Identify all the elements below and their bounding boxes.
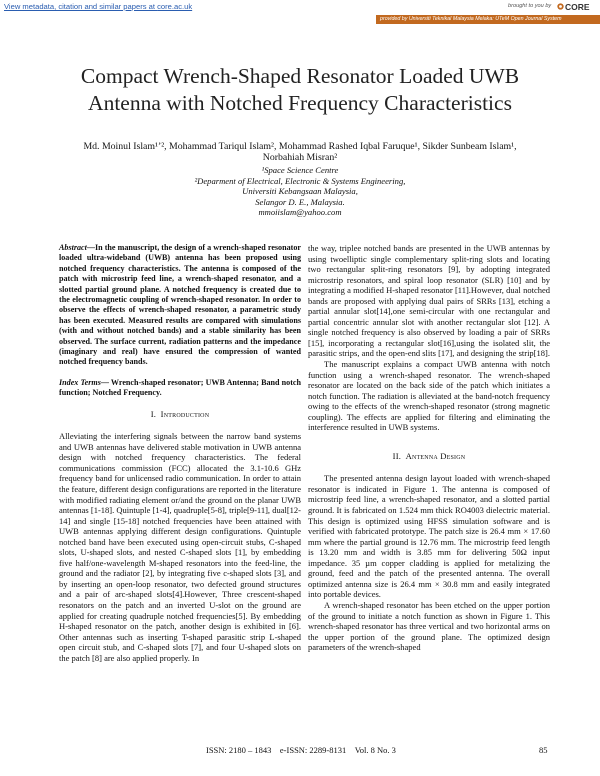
header-bar: [0, 0, 600, 26]
paper-title: [30, 63, 570, 117]
authors-line-1: Md. Moinul Islam¹ʼ², Mohammad Tariqul Islam², Mohammad Rashed Iqbal Faruque¹, Sikder Sunbeam Islam¹,: [83, 141, 517, 152]
author-list: [40, 141, 560, 163]
abstract: [59, 243, 301, 368]
author-email: mmoiislam@yahoo.com: [258, 207, 342, 218]
affiliations: [60, 165, 540, 218]
left-column: [59, 243, 301, 663]
journal-footer: ISSN: 2180 – 1843 e-ISSN: 2289-8131 Vol. 8 No. 3: [206, 745, 396, 755]
title-line-1: Compact Wrench-Shaped Resonator Loaded UWB: [80, 64, 520, 88]
section-heading-introduction: I. Introduction: [150, 408, 210, 419]
affiliation-3: Universiti Kebangsaan Malaysia,: [242, 186, 358, 197]
brought-by-text: brought to you by: [508, 3, 552, 9]
intro-paragraph-continued: the way, triplee notched bands are presented in the UWB antennas by using twoelliptic single complementary split-ring slots and locating two rectangular split-ring resonators [9], by adopting integrated microstrip resonators, and spiral loop resonator (SLR) [10] and by integrating a modified H-shaped resonator [11].However, dual notched bands are proposed with applying dual pairs of SRRs [13], etching a partial annular slot[14],one semi-circular with one rectangular and partial concentric annular slot with another rectangular slot [12]. A single notched frequency is also observed by loading a pair of SRRs [15], incorporating a rectangular slot[16],using the isolated slit, the parasitic strips, and the open-end slits [17], and designing the strip[18].: [308, 243, 550, 359]
intro-paragraph: Alleviating the interfering signals between the narrow band systems and UWB antennas have delivered stable motivation in UWB antenna design with notched frequency characteristics. The federal communications commission (FCC) allocated the 3.1-10.6 GHz frequency band for unlicensed radio communication. In order to attain the feature, different design configurations are reported in the literature with modified radiating element or/and the ground on the planar UWB antennas [1-18]. Quintuple [1-4], quadruple[5-8], triple[9-11], dual[12-14] and single [15-18] notched frequencies have been attained with UWB antennas applying different design configurations. Quintuple notched band have been executed using open-circuit stubs, C-shaped slots, U-shaped slots, and nested C-shaped slots [1], by embedding five half/one-wavelength M-shaped resonators into the feed-line, the ground and the radiator [2], by integrating five c-shaped slots [3], and by inserting an open-loop resonator, two defected ground structures and a pair of arc-shaped slots[4].However, Three crescent-shaped resonators on the patch and an inverted U-slot on the ground are applied for creating quadruple notched frequencies[5]. By embedding H-shaped resonator on the patch, another design is exhibited in [6]. Other antennas such as inserting T-shaped parasitic strip L-shaped open circuit stub, and C-shaped slots [7], and four U-shaped slots on the patch [8] are also applied properly. In: [59, 431, 301, 663]
abstract-lead: Abstract: [59, 243, 87, 252]
abstract-text: —In the manuscript, the design of a wrench-shaped resonator loaded ultra-wideband (UWB) antenna has been proposed using notched frequency characteristics. The antenna is composed of the patch with microstrip feed line, a wrench-shaped resonator, and a slotted partial ground plane. A notched frequency is created due to the electromagnetic coupling of wrench-shaped resonator. In order to observe the effects of wrench-shaped resonator, a parametric study has been executed. Measured results are compared with simulations (with and without notched bands) and a stable similarity has been observed. The surface current, radiation patterns and the impedance (imaginary and real) have ensured the compression of wanted notched frequency bands.: [59, 243, 301, 367]
index-terms-text: — Wrench-shaped resonator; UWB Antenna; Band notch function; Notched Frequency.: [59, 377, 302, 398]
affiliation-4: Selangor D. E., Malaysia.: [255, 196, 345, 207]
authors-line-2: Norbahiah Misran²: [262, 152, 338, 164]
design-paragraph-2: A wrench-shaped resonator has been etched on the upper portion of the ground to initiate a notch function as shown in Figure 1. This wrench-shaped resonator has three vertical and two horizontal arms on the upper portion of the ground plane. The optimized design parameters of the wrench-shaped: [308, 599, 550, 653]
core-domain-link[interactable]: core.ac.uk: [157, 2, 193, 11]
index-terms: [59, 378, 301, 399]
metadata-link-prefix[interactable]: View metadata, citation and similar papers at: [4, 2, 158, 11]
metadata-link[interactable]: [4, 2, 192, 11]
index-terms-lead: Index Terms: [59, 377, 101, 387]
core-logo-icon[interactable]: [557, 3, 564, 10]
affiliation-2: ²Deparment of Electrical, Electronic & Systems Engineering,: [194, 175, 406, 186]
core-logo-text[interactable]: CORE: [565, 2, 590, 12]
provided-by-text[interactable]: provided by Universiti Teknikal Malaysia Melaka: UTeM Open Journal System: [380, 16, 562, 22]
manuscript-paragraph: The manuscript explains a compact UWB antenna with notch function using a wrench-shaped resonator. The wrench-shaped resonator are located on the back side of the patch which initiates a notch function. The radiation is alleviated at the band-notch frequency owing to the effects of the wrench-shaped resonator (strong magnetic coupling). The effects are applied for filtering and eliminating the interference resulted in UWB systems.: [308, 359, 550, 433]
affiliation-1: ¹Space Science Centre: [261, 165, 339, 175]
right-column: [308, 243, 550, 653]
design-paragraph-1: The presented antenna design layout loaded with wrench-shaped resonator is indicated in Figure 1. The antenna is composed of microstrip feed line, a wrench-shaped resonator, and a slotted partial ground. It is fabricated on 1.524 mm thick RO4003 dielectric material. This design is optimized using HFSS simulation software and is verified with fabricated prototype. The patch size is 26.4 mm × 17.60 mm where the partial ground is 12.76 mm. The microstrip feed length is 13.20 mm and width is 3.85 mm for delivering 50Ω input impedance. 35 µm copper cladding is applied for metalizing the ground, feed and the patch of the presented antenna. The overall optimized antenna size is 26.4 mm × 30.8 mm and easily integrated into portable devices.: [308, 473, 550, 600]
page-number: 85: [539, 745, 548, 755]
title-line-2: Antenna with Notched Frequency Characteristics: [88, 91, 512, 115]
section-heading-antenna-design: II. Antenna Design: [392, 450, 466, 461]
